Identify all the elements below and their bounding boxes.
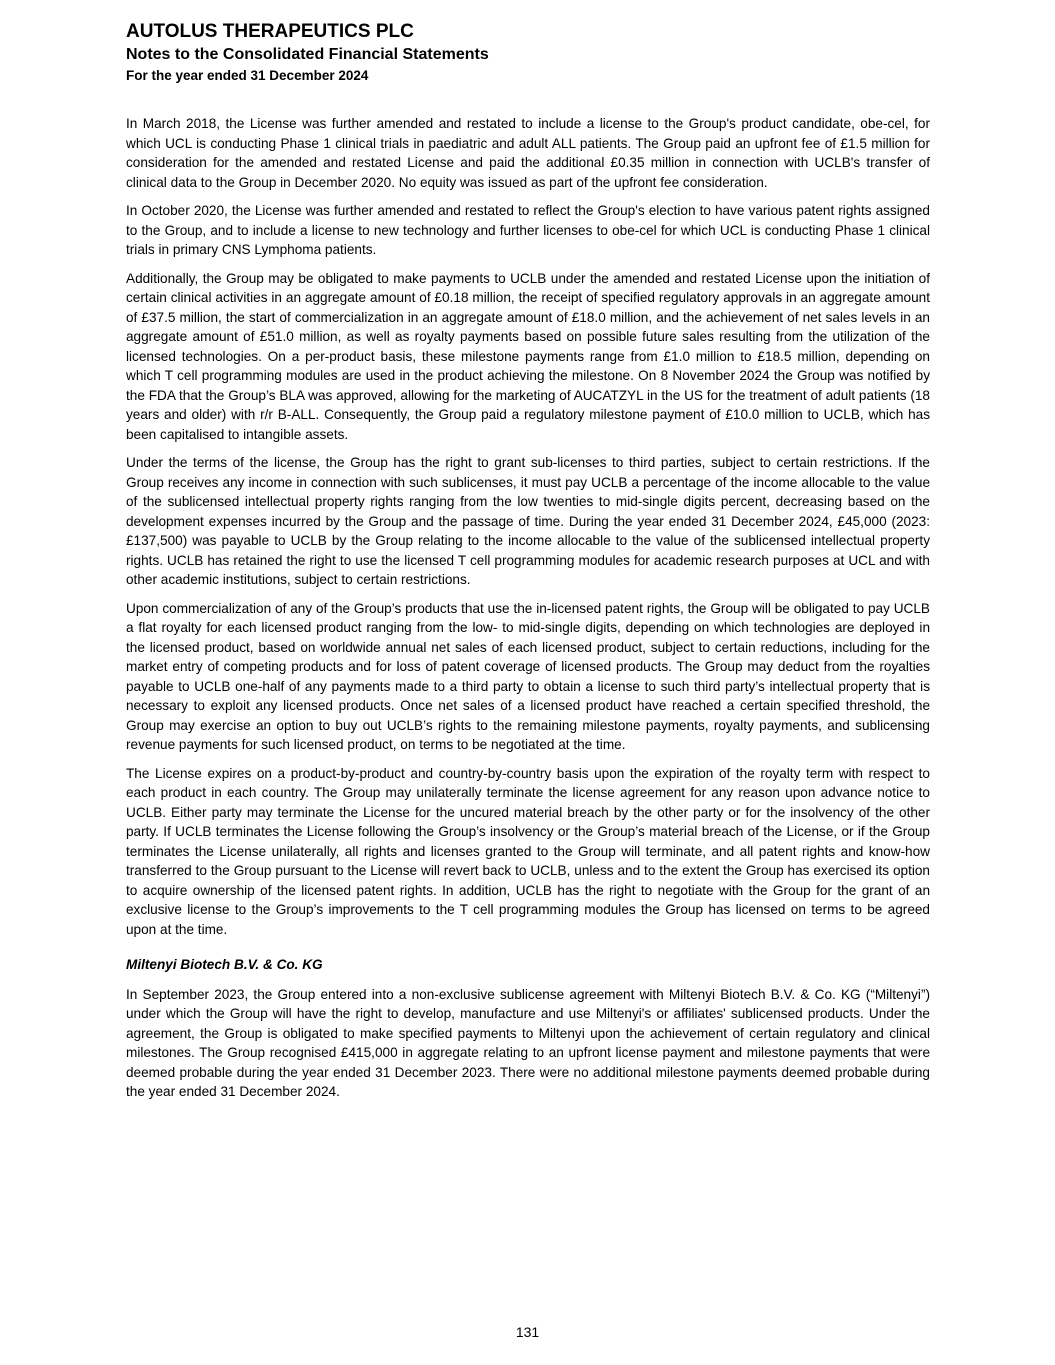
document-header (126, 20, 931, 86)
paragraph-license-october-2020: In October 2020, the License was further amended and restated to reflect the Group's election to have various patent rights assigned to the Group, and to include a license to new technology and further licenses to obe-cel for which UCL is conducting Phase 1 clinical trials in primary CNS Lymphoma patients. (126, 203, 930, 257)
paragraph-license-march-2018: In March 2018, the License was further amended and restated to include a license to the Group's product candidate, obe-cel, for which UCL is conducting Phase 1 clinical trials in paediatric and adult ALL patients. The Group paid an upfront fee of £1.5 million for consideration for the amended and restated License and paid the additional £0.35 million in connection with UCLB's transfer of clinical data to the Group in December 2020. No equity was issued as part of the upfront fee consideration. (126, 116, 930, 190)
paragraph-license-expiry: The License expires on a product-by-product and country-by-country basis upon the expiration of the royalty term with respect to each product in each country. The Group may unilaterally terminate the license agreement for any reason upon advance notice to UCLB. Either party may terminate the License for the uncured material breach by the other party or for the insolvency of the other party. If UCLB terminates the License following the Group’s insolvency or the Group’s material breach of the License, or if the Group terminates the License unilaterally, all rights and licenses granted to the Group will terminate, and all patent rights and know-how transferred to the Group pursuant to the License will revert back to UCLB, unless and to the extent the Group has exercised its option to acquire ownership of the licensed patent rights. In addition, UCLB has the right to negotiate with the Group for the grant of an exclusive license to the Group’s improvements to the T cell programming modules the Group has licensed on terms to be agreed upon at the time. (126, 765, 930, 937)
page-number: 131 (515, 1324, 540, 1340)
document-body (126, 114, 930, 1111)
company-name: AUTOLUS THERAPEUTICS PLC (126, 21, 414, 42)
statement-title: Notes to the Consolidated Financial Statements (126, 46, 489, 63)
section-heading-miltenyi: Miltenyi Biotech B.V. & Co. KG (126, 957, 323, 972)
reporting-period: For the year ended 31 December 2024 (126, 68, 369, 83)
paragraph-royalty-terms: Upon commercialization of any of the Group’s products that use the in-licensed patent rights, the Group will be obligated to pay UCLB a flat royalty for each licensed product ranging from the low- to mid-single digits, depending on which technologies are deployed in the licensed product, based on worldwide annual net sales of each licensed product, subject to certain reductions, including for the market entry of competing products and for loss of patent coverage of licensed products. The Group may deduct from the royalties payable to UCLB one-half of any payments made to a third party to obtain a license to such third party’s intellectual property that is necessary to exploit any licensed products. Once net sales of a licensed product have reached a certain specified threshold, the Group may exercise an option to buy out UCLB’s rights to the remaining milestone payments, royalty payments, and sublicensing revenue payments for such licensed product, on terms to be negotiated at the time. (126, 600, 930, 752)
paragraph-sublicense-terms: Under the terms of the license, the Group has the right to grant sub-licenses to third parties, subject to certain restrictions. If the Group receives any income in connection with such sublicenses, it must pay UCLB a percentage of the income allocable to the value of the sublicensed intellectual property rights ranging from the low twenties to mid-single digits percent, decreasing based on the development expenses incurred by the Group and the passage of time. During the year ended 31 December 2024, £45,000 (2023: £137,500) was payable to UCLB by the Group relating to the income allocable to the value of the sublicensed intellectual property rights. UCLB has retained the right to use the licensed T cell programming modules for academic research purposes at UCL and with other academic institutions, subject to certain restrictions. (126, 455, 930, 587)
paragraph-milestone-payments: Additionally, the Group may be obligated to make payments to UCLB under the amended and restated License upon the initiation of certain clinical activities in an aggregate amount of £0.18 million, the receipt of specified regulatory approvals in an aggregate amount of £37.5 million, the start of commercialization in an aggregate amount of £18.0 million, and the achievement of net sales levels in an aggregate amount of £51.0 million, as well as royalty payments based on possible future sales resulting from the utilization of the licensed technologies. On a per-product basis, these milestone payments range from £1.0 million to £18.5 million, depending on which T cell programming modules are used in the product achieving the milestone. On 8 November 2024 the Group was notified by the FDA that the Group’s BLA was approved, allowing for the marketing of AUCATZYL in the US for the treatment of adult patients (18 years and older) with r/r B-ALL. Consequently, the Group paid a regulatory milestone payment of £10.0 million to UCLB, which has been capitalised to intangible assets. (126, 270, 930, 442)
paragraph-miltenyi-agreement: In September 2023, the Group entered into a non-exclusive sublicense agreement with Miltenyi Biotech B.V. & Co. KG (“Miltenyi”) under which the Group will have the right to develop, manufacture and use Miltenyi's or affiliates' sublicensed products. Under the agreement, the Group is obligated to make specified payments to Miltenyi upon the achievement of certain regulatory and clinical milestones. The Group recognised £415,000 in aggregate relating to an upfront license payment and milestone payments that were deemed probable during the year ended 31 December 2023. There were no additional milestone payments deemed probable during the year ended 31 December 2024. (126, 986, 930, 1099)
